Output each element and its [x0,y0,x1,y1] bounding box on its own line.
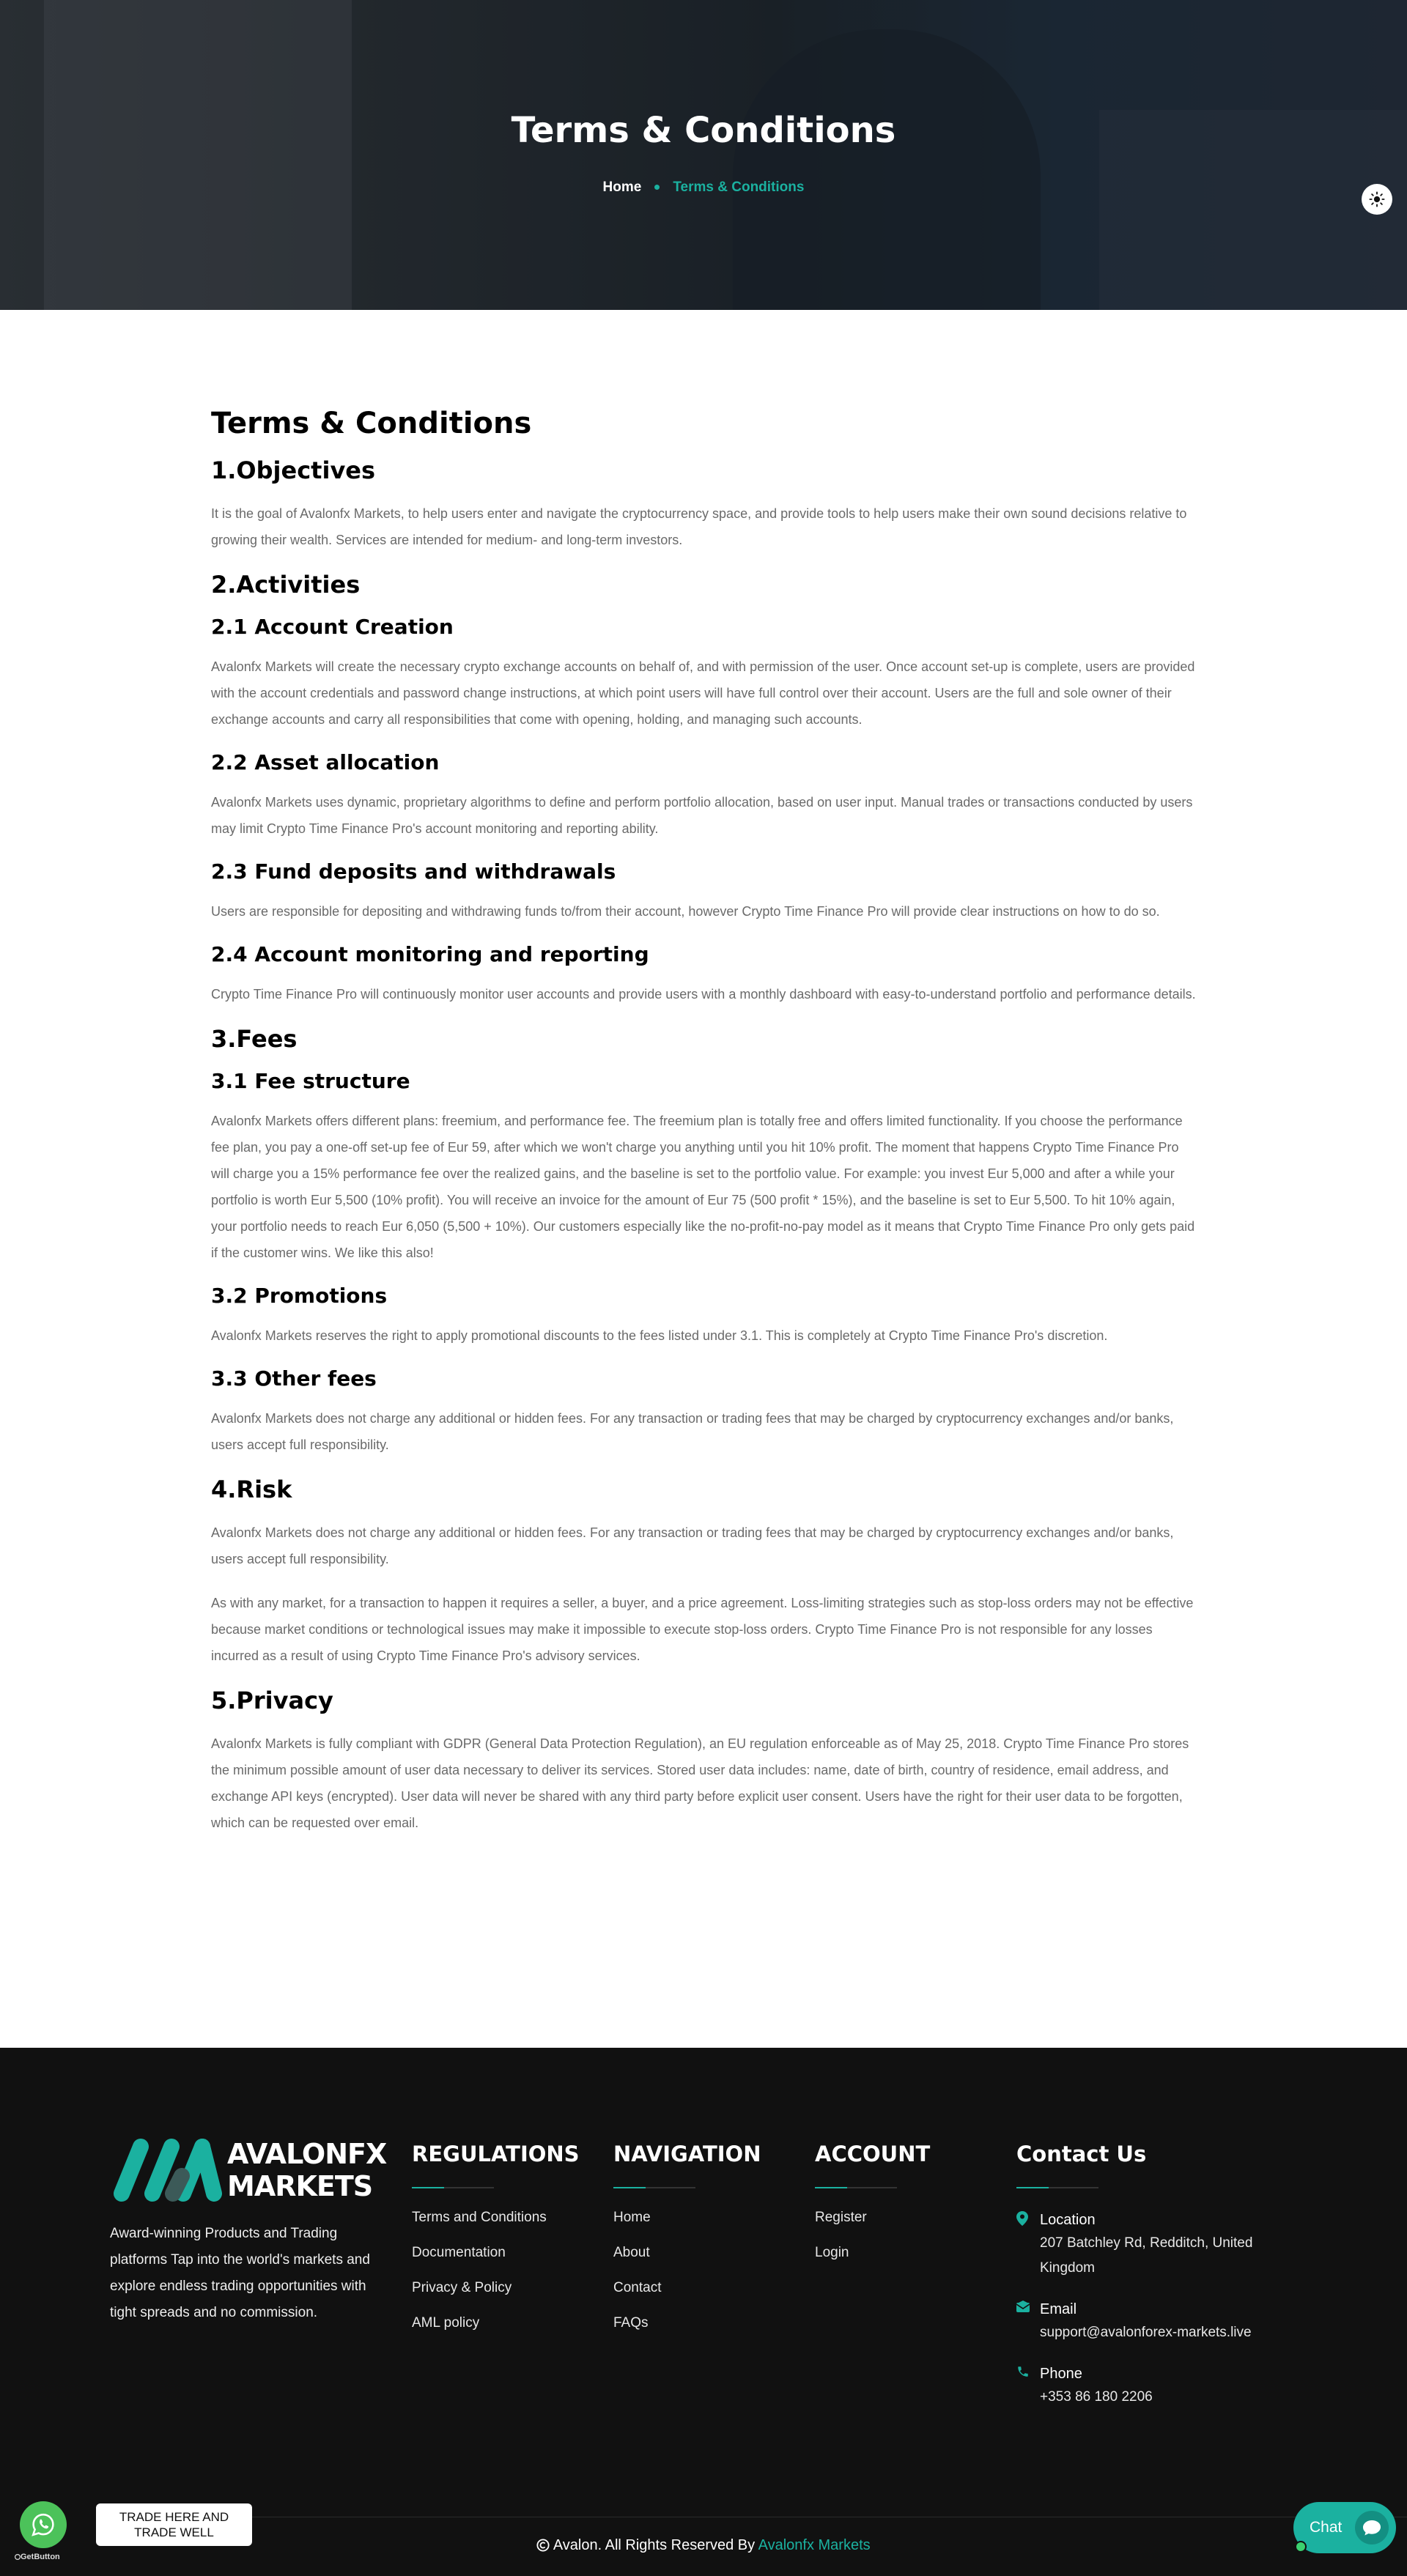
footer-title-underline [815,2187,897,2188]
section-activities [211,571,1196,1007]
footer-link-faqs[interactable]: FAQs [613,2315,649,2331]
contact-value: 207 Batchley Rd, Redditch, United Kingdom [1040,2235,1253,2276]
footer-navigation-column [613,2142,761,2350]
footer-regulations-column [412,2142,580,2350]
page-hero [0,0,1407,310]
breadcrumb-separator [654,185,660,190]
subsection-heading: 2.2 Asset allocation [211,750,440,774]
footer-title-underline [1016,2187,1098,2188]
footer-column-title: NAVIGATION [613,2142,761,2166]
section-paragraph: Avalonfx Markets offers different plans: freemium, and performance fee. The freemium plan is totally free and offers limited functionality. If you choose the performance fee plan, you pay a one-off set-up fee of Eur 59, after which we won't charge you anything until you hit 10% profit. The moment that happens Crypto Time Finance Pro will charge you a 15% performance fee over the realized gains, and the baseline is set to the portfolio value. For example: you invest Eur 5,000 and after a while your portfolio is worth Eur 5,500 (10% profit). You will receive an invoice for the amount of Eur 75 (500 profit * 15%), and the baseline is set to Eur 5,500. To hit 10% again, your portfolio needs to reach Eur 6,050 (5,500 + 10%). Our customers especially like the no-profit-no-pay model as it means that Crypto Time Finance Pro only gets paid if the customer wins. We like this also! [211,1114,1195,1260]
footer-link-aml[interactable]: AML policy [412,2315,480,2331]
subsection-heading: 2.4 Account monitoring and reporting [211,942,649,966]
contact-location [1016,2209,1282,2281]
section-paragraph: Users are responsible for depositing and withdrawing funds to/from their account, however Crypto Time Finance Pro will provide clear instructions on how to do so. [211,904,1160,919]
getbutton-credit[interactable] [15,2553,60,2561]
terms-content [211,407,1196,1854]
footer-link-home[interactable]: Home [613,2210,651,2225]
footer-link-register[interactable]: Register [815,2210,867,2225]
whatsapp-callout[interactable] [96,2503,252,2546]
section-paragraph: Avalonfx Markets uses dynamic, proprietary algorithms to define and perform portfolio allocation, based on user input. Manual trades or transactions conducted by users may limit Crypto Time Finance Pro's account monitoring and reporting ability. [211,795,1193,836]
contact-label: Location [1040,2212,1096,2228]
hero-overlay [0,0,1407,310]
whatsapp-callout-line-2: TRADE WELL [134,2525,214,2539]
copyright-icon [15,2554,21,2560]
contact-label: Email [1040,2301,1077,2317]
live-chat-button[interactable] [1293,2502,1396,2553]
section-risk [211,1476,1196,1669]
footer-column-title: Contact Us [1016,2142,1147,2166]
contact-email-link[interactable]: support@avalonforex-markets.live [1040,2325,1252,2340]
footer-column-title: ACCOUNT [815,2142,931,2166]
section-paragraph: As with any market, for a transaction to happen it requires a seller, a buyer, and a price agreement. Loss-limiting strategies such as stop-loss orders may not be effective because market conditions or technological issues may make it impossible to execute stop-loss orders. Crypto Time Finance Pro is not responsible for any losses incurred as a result of using Crypto Time Finance Pro's advisory services. [211,1596,1194,1663]
copyright-icon [536,2539,550,2552]
footer-title-underline [613,2187,695,2188]
breadcrumb-current: Terms & Conditions [673,179,805,195]
section-paragraph: It is the goal of Avalonfx Markets, to help users enter and navigate the cryptocurrency space, and provide tools to help users make their own sound decisions relative to growing their wealth. Services are intended for medium- and long-term investors. [211,506,1187,547]
section-objectives [211,456,1196,553]
phone-icon [1016,2365,1030,2378]
section-heading: 1.Objectives [211,456,376,484]
terms-title: Terms & Conditions [211,407,532,440]
logo-mark-icon [110,2138,224,2202]
section-privacy [211,1687,1196,1836]
breadcrumb-home-link[interactable]: Home [602,179,642,195]
whatsapp-button[interactable] [20,2501,67,2548]
contact-email [1016,2298,1282,2345]
theme-toggle-button[interactable] [1362,184,1392,215]
section-heading: 4.Risk [211,1476,292,1503]
section-paragraph: Avalonfx Markets reserves the right to apply promotional discounts to the fees listed under 3.1. This is completely at Crypto Time Finance Pro's discretion. [211,1328,1108,1343]
footer-link-about[interactable]: About [613,2245,650,2260]
footer-link-privacy[interactable]: Privacy & Policy [412,2280,512,2295]
subsection-heading: 3.3 Other fees [211,1366,377,1391]
footer-title-underline [412,2187,494,2188]
section-paragraph: Avalonfx Markets does not charge any additional or hidden fees. For any transaction or trading fees that may be charged by cryptocurrency exchanges and/or banks, users accept full responsibility. [211,1525,1174,1566]
logo-wordmark [227,2138,386,2202]
section-paragraph: Avalonfx Markets does not charge any additional or hidden fees. For any transaction or trading fees that may be charged by cryptocurrency exchanges and/or banks, users accept full responsibility. [211,1411,1174,1452]
section-heading: 5.Privacy [211,1687,333,1714]
footer-about-text: Award-winning Products and Trading platforms Tap into the world's markets and explore endless trading opportunities with tight spreads and no commission. [110,2226,370,2320]
footer-link-documentation[interactable]: Documentation [412,2245,506,2260]
footer-link-login[interactable]: Login [815,2245,849,2260]
chat-bubble [1355,2511,1389,2544]
whatsapp-icon [31,2512,56,2537]
subsection-heading: 3.2 Promotions [211,1284,388,1308]
footer-contact-column [1016,2142,1282,2427]
section-paragraph: Avalonfx Markets is fully compliant with GDPR (General Data Protection Regulation), an EU regulation enforceable as of May 25, 2018. Crypto Time Finance Pro stores the minimum possible amount of user data necessary to deliver its services. Stored user data includes: name, date of birth, country of residence, email address, and exchange API keys (encrypted). User data will never be shared with any third party before explicit user consent. Users have the right for their user data to be forgotten, which can be requested over email. [211,1736,1189,1830]
contact-phone-link[interactable]: +353 86 180 2206 [1040,2389,1153,2405]
logo-line-2: MARKETS [227,2170,373,2202]
chat-label: Chat [1310,2519,1343,2536]
footer-logo[interactable] [110,2138,396,2202]
email-icon [1016,2301,1030,2312]
copyright-text: Avalon. All Rights Reserved By [553,2537,756,2553]
section-paragraph: Crypto Time Finance Pro will continuously monitor user accounts and provide users with a monthly dashboard with easy-to-understand portfolio and performance details. [211,987,1196,1002]
footer-link-contact[interactable]: Contact [613,2280,662,2295]
copyright-link[interactable]: Avalonfx Markets [758,2537,871,2553]
contact-phone [1016,2363,1282,2410]
footer-link-terms[interactable]: Terms and Conditions [412,2210,547,2225]
subsection-heading: 2.1 Account Creation [211,615,454,639]
footer-column-title: REGULATIONS [412,2142,580,2166]
section-heading: 2.Activities [211,571,361,599]
sun-icon [1369,191,1385,207]
chat-online-indicator [1295,2541,1307,2553]
location-pin-icon [1016,2211,1028,2226]
hero-title: Terms & Conditions [511,110,896,151]
breadcrumb [0,179,1407,196]
section-paragraph: Avalonfx Markets will create the necessary crypto exchange accounts on behalf of, and with permission of the user. Once account set-up is complete, users are provided with the account credentials and password change instructions, at which point users will have full control over their account. Users are the full and sole owner of their exchange accounts and carry all responsibilities that come with opening, holding, and managing such accounts. [211,659,1195,727]
getbutton-label: GetButton [21,2553,60,2561]
contact-label: Phone [1040,2366,1082,2382]
section-heading: 3.Fees [211,1025,298,1053]
subsection-heading: 2.3 Fund deposits and withdrawals [211,859,616,884]
section-fees [211,1025,1196,1458]
whatsapp-callout-line-1: TRADE HERE AND [119,2510,229,2524]
footer-account-column [815,2142,930,2279]
logo-line-1: AVALONFX [227,2138,387,2170]
site-footer [0,2048,1407,2576]
subsection-heading: 3.1 Fee structure [211,1069,410,1093]
chat-bubble-icon [1362,2519,1381,2536]
